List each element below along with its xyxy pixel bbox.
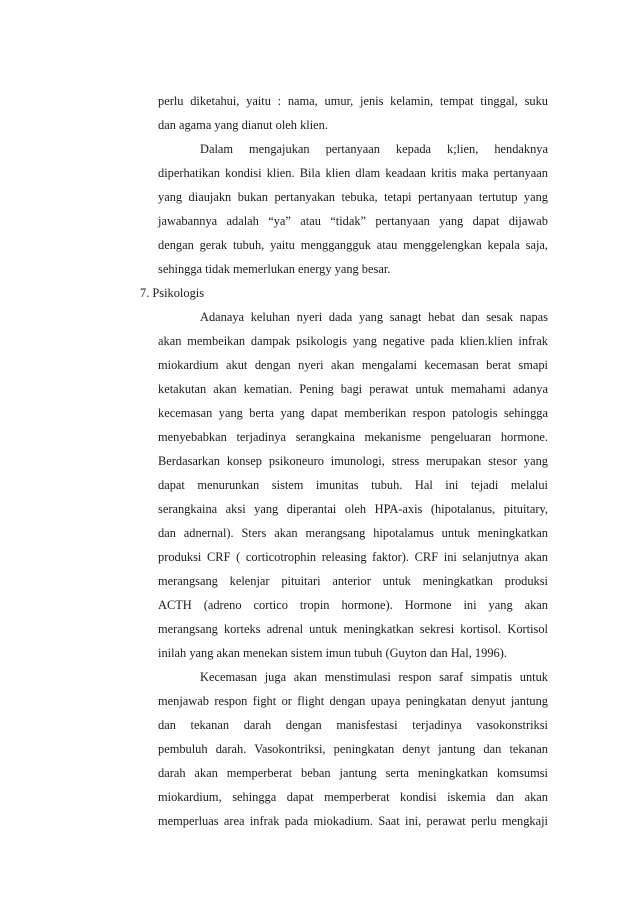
paragraph-first-line: Kecemasan juga akan menstimulasi respon saraf simpatis untuk — [200, 670, 548, 684]
section-heading: 7. Psikologis — [140, 286, 205, 300]
text-line: miokardium akut dengan nyeri akan mengalami kecemasan berat smapi — [158, 358, 548, 372]
text-line: yang diaujakn bukan pertanyakan tebuka, tetapi pertanyaan tertutup yang — [158, 190, 548, 204]
text-line: merangsang korteks adrenal untuk meningkatkan sekresi kortisol. Kortisol — [158, 622, 548, 636]
paragraph-first-line: Adanaya keluhan nyeri dada yang sanagt hebat dan sesak napas — [200, 310, 548, 324]
text-line: serangkaina aksi yang diperantai oleh HPA-axis (hipotalanus, pituitary, — [158, 502, 548, 516]
text-line: dan agama yang dianut oleh klien. — [158, 118, 328, 132]
text-line: ACTH (adreno cortico tropin hormone). Hormone ini yang akan — [158, 598, 548, 612]
text-line: darah akan memperberat beban jantung serta meningkatkan komsumsi — [158, 766, 548, 780]
text-line: kecemasan yang berta yang dapat memberikan respon patologis sehingga — [158, 406, 548, 420]
text-line: inilah yang akan menekan sistem imun tubuh (Guyton dan Hal, 1996). — [158, 646, 507, 660]
text-line: miokardium, sehingga dapat memperberat kondisi iskemia dan akan — [158, 790, 548, 804]
text-line: perlu diketahui, yaitu : nama, umur, jenis kelamin, tempat tinggal, suku — [158, 94, 548, 108]
text-line: dengan gerak tubuh, yaitu menggangguk atau menggelengkan kepala saja, — [158, 238, 548, 252]
text-line: dan tekanan darah dengan manisfestasi terjadinya vasokonstriksi — [158, 718, 548, 732]
text-line: Berdasarkan konsep psikoneuro imunologi, stress merupakan stesor yang — [158, 454, 548, 468]
text-line: sehingga tidak memerlukan energy yang besar. — [158, 262, 391, 276]
text-line: memperluas area infrak pada miokadium. Saat ini, perawat perlu mengkaji — [158, 814, 548, 828]
text-line: merangsang kelenjar pituitari anterior untuk meningkatkan produksi — [158, 574, 548, 588]
text-line: ketakutan akan kematian. Pening bagi perawat untuk memahami adanya — [158, 382, 548, 396]
text-line: menjawab respon fight or flight dengan upaya peningkatan denyut jantung — [158, 694, 548, 708]
text-line: menyebabkan terjadinya serangkaina mekanisme pengeluaran hormone. — [158, 430, 548, 444]
text-line: dapat menurunkan sistem imunitas tubuh. Hal ini tejadi melalui — [158, 478, 548, 492]
text-line: pembuluh darah. Vasokontriksi, peningkatan denyt jantung dan tekanan — [158, 742, 548, 756]
text-line: jawabannya adalah “ya” atau “tidak” pertanyaan yang dapat dijawab — [158, 214, 548, 228]
text-line: dan adnernal). Sters akan merangsang hipotalamus untuk meningkatkan — [158, 526, 548, 540]
text-line: produksi CRF ( corticotrophin releasing faktor). CRF ini selanjutnya akan — [158, 550, 548, 564]
paragraph-first-line: Dalam mengajukan pertanyaan kepada k;lien, hendaknya — [200, 142, 548, 156]
text-line: akan membeikan dampak psikologis yang negative pada klien.klien infrak — [158, 334, 548, 348]
text-line: diperhatikan kondisi klien. Bila klien dlam keadaan kritis maka pertanyaan — [158, 166, 548, 180]
